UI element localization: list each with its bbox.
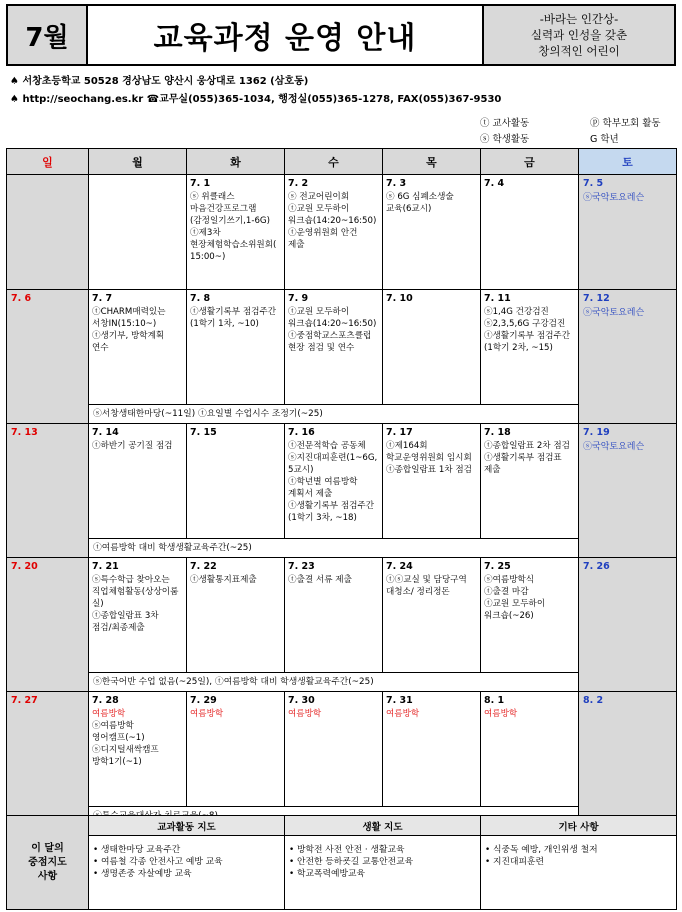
day-number: 7. 30: [288, 695, 315, 706]
event-line: 실): [92, 599, 104, 609]
legend-teacher: ⓣ 교사활동: [480, 118, 530, 129]
event-line: ⓣ출결 서류 제출: [288, 575, 352, 585]
day-cell: [383, 692, 481, 807]
day-cell: [7, 290, 89, 424]
event-line: 워크숍(14:20~16:50): [288, 319, 377, 329]
event-line: ⓢ 전교어린이회: [288, 192, 350, 202]
motto-line: 실력과 인성을 갖춘: [530, 28, 628, 42]
event-line: 직업체험활동(상상이룸: [92, 587, 179, 597]
weekday-header: 월: [89, 149, 187, 175]
event-line: 연수: [92, 343, 109, 353]
list-item: • 여름철 각종 안전사고 예방 교육: [93, 856, 280, 868]
motto-line: -바라는 인간상-: [539, 12, 619, 26]
weekday-header: 금: [481, 149, 579, 175]
event-line: ⓣ출결 마감: [484, 587, 529, 597]
event-line: 대청소/ 정리정돈: [386, 587, 450, 597]
guidance-header-subject: 교과활동 지도: [89, 816, 285, 836]
event-line: 15:00~): [190, 252, 226, 262]
weekday-header: 수: [285, 149, 383, 175]
motto-box: [482, 6, 674, 64]
day-cell: [187, 290, 285, 405]
day-cell: [7, 692, 89, 826]
day-number: 7. 3: [386, 178, 407, 189]
day-cell: [285, 290, 383, 405]
day-cell: [481, 290, 579, 405]
event-line: ⓢ 6G 심폐소생술: [386, 192, 454, 202]
event-line: ⓢ특수학급 찾아오는: [92, 575, 170, 585]
day-cell: [579, 290, 677, 424]
day-cell: [285, 558, 383, 673]
event-line: ⓣ생기부, 방학계획: [92, 331, 165, 341]
day-cell: [89, 558, 187, 673]
day-number: 7. 9: [288, 293, 309, 304]
event-line: 영어캠프(~1): [92, 733, 145, 743]
vacation-label: 여름방학: [484, 709, 518, 719]
day-cell: [383, 558, 481, 673]
week-note: ⓢ한국어반 수업 없음(~25일), ⓣ여름방학 대비 학생생활교육주간(~25): [89, 673, 579, 692]
event-line: ⓣⓢ교실 및 담당구역: [386, 575, 467, 585]
event-line: ⓢ국악토요레슨: [583, 442, 645, 452]
day-cell: [481, 692, 579, 807]
day-number: 7. 14: [92, 427, 119, 438]
day-number: 7. 11: [484, 293, 511, 304]
event-line: ⓣ제3차: [190, 228, 221, 238]
day-number: 7. 20: [11, 561, 38, 572]
weekday-header: 목: [383, 149, 481, 175]
weekday-header: 토: [579, 149, 677, 175]
event-line: ⓣ종합일람표 3차: [92, 611, 159, 621]
event-line: (1학기 1차, ~10): [190, 319, 259, 329]
week-row: [7, 424, 677, 539]
event-line: ⓣ종합일람표 1차 점검: [386, 465, 472, 475]
day-number: 7. 24: [386, 561, 413, 572]
day-number: 7. 31: [386, 695, 413, 706]
event-line: (1학기 3차, ~18): [288, 513, 357, 523]
day-cell: [285, 424, 383, 539]
guidance-table: [6, 815, 677, 910]
day-number: 7. 17: [386, 427, 413, 438]
event-line: 학교운영위원회 임시회: [386, 453, 472, 463]
day-cell: [89, 424, 187, 539]
event-line: ⓣ생활기록부 점검주간: [288, 501, 375, 511]
vacation-label: 여름방학: [190, 709, 224, 719]
day-cell: [89, 290, 187, 405]
day-number: 7. 26: [583, 561, 610, 572]
school-address: ♠ 서창초등학교 50528 경상남도 양산시 웅상대로 1362 (삼호동): [10, 76, 309, 87]
day-number: 7. 19: [583, 427, 610, 438]
day-cell: [285, 692, 383, 807]
event-line: ⓢ디지털새싹캠프: [92, 745, 159, 755]
event-line: ⓣ생활기록부 점검주간: [190, 307, 277, 317]
day-cell: [579, 175, 677, 290]
day-number: 7. 25: [484, 561, 511, 572]
event-line: ⓣ생활기록부 점검표: [484, 453, 562, 463]
event-line: ⓣ교원 모두하이: [288, 307, 350, 317]
day-cell: [187, 175, 285, 290]
event-line: (1학기 2차, ~15): [484, 343, 553, 353]
weekday-header: 일: [7, 149, 89, 175]
calendar-table: [6, 148, 677, 826]
vacation-label: 여름방학: [288, 709, 322, 719]
day-number: 7. 16: [288, 427, 315, 438]
event-line: ⓣ생활기록부 점검주간: [484, 331, 571, 341]
school-info: [10, 73, 501, 109]
event-line: 워크숍(14:20~16:50): [288, 216, 377, 226]
day-number: 7. 12: [583, 293, 610, 304]
event-line: ⓣCHARM매력있는: [92, 307, 166, 317]
day-cell: [89, 692, 187, 807]
day-number: 7. 21: [92, 561, 119, 572]
guidance-side-label: 이 달의 중점지도 사항: [7, 816, 89, 910]
day-cell: [187, 558, 285, 673]
event-line: 제출: [288, 240, 305, 250]
guidance-list-other: [481, 836, 677, 910]
event-line: ⓣ제164회: [386, 441, 428, 451]
event-line: 방학1기(~1): [92, 757, 142, 767]
event-line: 워크숍(~26): [484, 611, 534, 621]
page-title: 교육과정 운영 안내: [153, 21, 417, 56]
event-line: ⓣ교원 모두하이: [484, 599, 546, 609]
event-line: ⓣ생활통지표제출: [190, 575, 257, 585]
day-cell: [383, 290, 481, 405]
event-line: (감정일기쓰기,1-6G): [190, 216, 270, 226]
day-cell: [481, 558, 579, 673]
day-number: 7. 15: [190, 427, 217, 438]
day-number: 8. 2: [583, 695, 604, 706]
day-cell: [579, 558, 677, 692]
weekday-header: 화: [187, 149, 285, 175]
day-cell: [579, 692, 677, 826]
event-line: 5교시): [288, 465, 314, 475]
list-item: • 생태한마당 교육주간: [93, 844, 280, 856]
event-line: ⓢ여름방학식: [484, 575, 535, 585]
day-cell: [7, 558, 89, 692]
guidance-header-life: 생활 지도: [285, 816, 481, 836]
day-number: 7. 1: [190, 178, 211, 189]
legend-student: ⓢ 학생활동: [480, 134, 530, 145]
week-note: ⓢ서창생태한마당(~11일) ⓣ요일별 수업시수 조정기(~25): [89, 405, 579, 424]
legend-grade: G 학년: [590, 134, 619, 145]
day-number: 7. 18: [484, 427, 511, 438]
event-line: ⓣ교원 모두하이: [288, 204, 350, 214]
week-row: [7, 558, 677, 673]
week-row: [7, 175, 677, 290]
motto-line: 창의적인 어린이: [538, 44, 620, 58]
day-cell: [383, 424, 481, 539]
week-note-row: [7, 673, 677, 692]
week-note-row: [7, 539, 677, 558]
day-number: 7. 28: [92, 695, 119, 706]
week-row: [7, 290, 677, 405]
event-line: ⓢ 위클래스: [190, 192, 235, 202]
day-cell: [187, 424, 285, 539]
event-line: 현장체험학습소위원회(: [190, 240, 277, 250]
vacation-label: 여름방학: [92, 709, 126, 719]
event-line: ⓣ운영위원회 안건: [288, 228, 358, 238]
list-item: • 식중독 예방, 개인위생 철저: [485, 844, 672, 856]
day-cell: [187, 692, 285, 807]
list-item: • 생명존중 자살예방 교육: [93, 868, 280, 880]
day-cell: [579, 424, 677, 558]
day-number: 7. 2: [288, 178, 309, 189]
day-number: 7. 5: [583, 178, 604, 189]
list-item: • 학교폭력예방교육: [289, 868, 476, 880]
event-line: ⓢ국악토요레슨: [583, 193, 645, 203]
header: [6, 4, 676, 66]
event-line: ⓢ2,3,5,6G 구강검진: [484, 319, 566, 329]
event-line: 서창IN(15:10~): [92, 319, 157, 329]
week-row: [7, 692, 677, 807]
event-line: ⓢ지진대피훈련(1~6G,: [288, 453, 378, 463]
day-number: 7. 7: [92, 293, 113, 304]
list-item: • 지진대피훈련: [485, 856, 672, 868]
event-line: ⓢ여름방학: [92, 721, 134, 731]
day-number: 8. 1: [484, 695, 505, 706]
event-line: 제출: [484, 465, 501, 475]
day-number: 7. 29: [190, 695, 217, 706]
event-line: ⓣ중점학교스포츠클럽: [288, 331, 372, 341]
guidance-list-subject: [89, 836, 285, 910]
guidance-list-life: [285, 836, 481, 910]
day-cell: [285, 175, 383, 290]
day-number: 7. 22: [190, 561, 217, 572]
week-note: ⓣ여름방학 대비 학생생활교육주간(~25): [89, 539, 579, 558]
day-number: 7. 23: [288, 561, 315, 572]
weekday-header-row: [7, 149, 677, 175]
day-number: 7. 10: [386, 293, 413, 304]
day-cell: [89, 175, 187, 290]
event-line: 계획서 제출: [288, 489, 333, 499]
day-number: 7. 6: [11, 293, 32, 304]
day-cell: [481, 424, 579, 539]
list-item: • 안전한 등하굣길 교통안전교육: [289, 856, 476, 868]
event-line: ⓢ국악토요레슨: [583, 308, 645, 318]
event-line: ⓣ종합일람표 2차 점검: [484, 441, 570, 451]
legend-parent: ⓟ 학부모회 활동: [590, 118, 661, 129]
event-line: 현장 점검 및 연수: [288, 343, 355, 353]
school-contact: ♠ http://seochang.es.kr ☎교무실(055)365-1034, 행정실(055)365-1278, FAX(055)367-9530: [10, 94, 502, 105]
day-number: 7. 4: [484, 178, 505, 189]
week-note-row: [7, 405, 677, 424]
day-cell: [383, 175, 481, 290]
list-item: • 방학전 사전 안전 · 생활교육: [289, 844, 476, 856]
event-line: 점검/최종제출: [92, 623, 145, 633]
event-line: ⓣ하반기 공기질 점검: [92, 441, 173, 451]
legend: [480, 116, 661, 148]
event-line: ⓣ전문적학습 공동체: [288, 441, 366, 451]
event-line: 교육(6교시): [386, 204, 432, 214]
day-cell: [7, 175, 89, 290]
event-line: ⓢ1,4G 건강검진: [484, 307, 549, 317]
day-number: 7. 13: [11, 427, 38, 438]
month-label: 7월: [8, 6, 88, 64]
guidance-header-other: 기타 사항: [481, 816, 677, 836]
day-number: 7. 27: [11, 695, 38, 706]
day-number: 7. 8: [190, 293, 211, 304]
event-line: 마음건강프로그램: [190, 204, 257, 214]
day-cell: [481, 175, 579, 290]
event-line: ⓣ학년별 여름방학: [288, 477, 358, 487]
day-cell: [7, 424, 89, 558]
vacation-label: 여름방학: [386, 709, 420, 719]
